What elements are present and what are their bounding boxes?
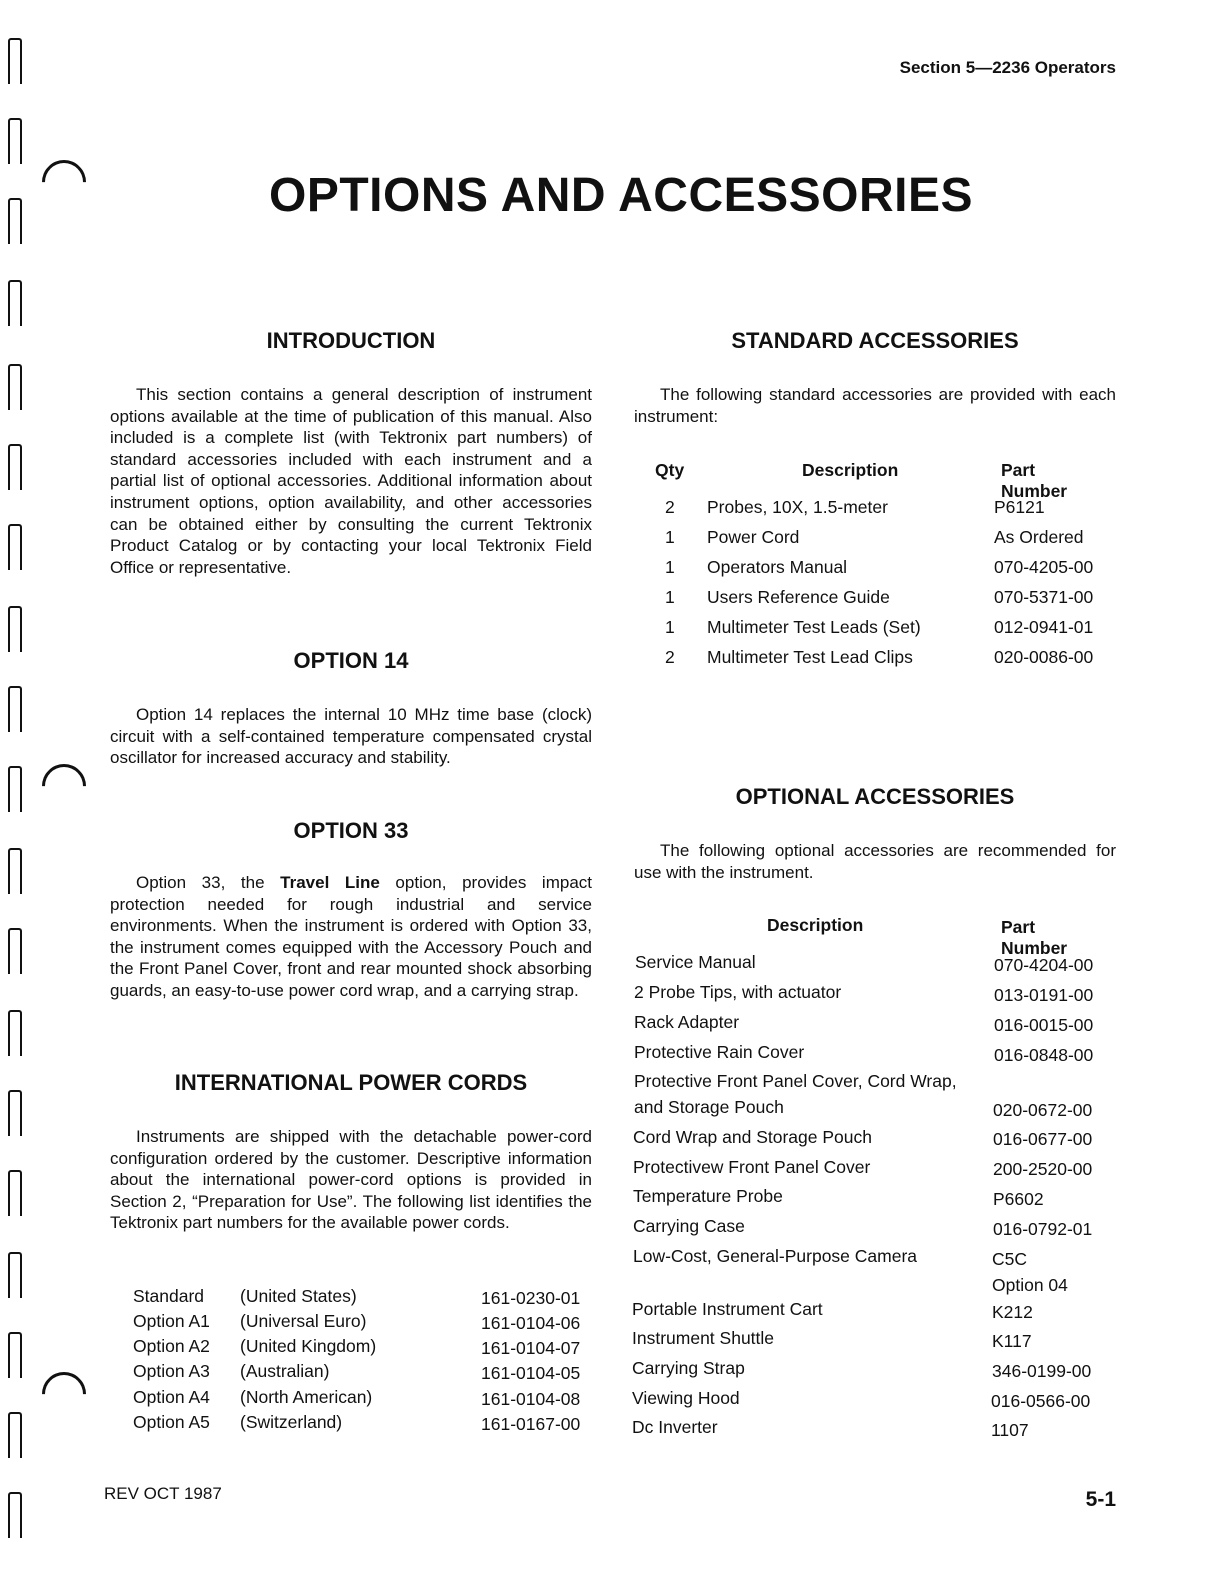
table-cell: (Universal Euro) [240, 1311, 367, 1331]
option14-paragraph [110, 704, 592, 769]
table-cell: 013-0191-00 [994, 985, 1094, 1005]
table-cell: Temperature Probe [633, 1186, 783, 1206]
introduction-text: This section contains a general description of instrument options available at the time of publication of this manual. Also included is a complete list (with Tektronix part numbers) of standard accessories included with each instrument and a partial list of optional accessories. Additional information about instrument options, option availability, and other accessories can be obtained either by consulting the current Tektronix Product Catalog or by contacting your local Tektronix Field Office or representative. [110, 385, 592, 577]
binder-hole [8, 1090, 22, 1136]
table-cell: 016-0015-00 [994, 1015, 1094, 1035]
table-cell: 1 [665, 527, 675, 547]
table-cell: Power Cord [707, 527, 800, 547]
page-title: OPTIONS AND ACCESSORIES [268, 169, 974, 222]
column-header-description: Description [802, 460, 899, 480]
binder-hole [8, 848, 22, 894]
standard-accessories-text: The following standard accessories are provided with each instrument: [634, 385, 1116, 426]
table-cell: 2 [665, 647, 675, 667]
optional-accessories-heading: OPTIONAL ACCESSORIES [735, 784, 1015, 809]
table-cell: Option A3 [133, 1361, 210, 1381]
table-cell: Option A2 [133, 1336, 210, 1356]
table-cell: (United Kingdom) [240, 1336, 377, 1356]
revision-date: REV OCT 1987 [104, 1484, 222, 1503]
binder-hole [8, 606, 22, 652]
binder-hole [8, 524, 22, 570]
table-cell: 1 [665, 557, 675, 577]
table-cell: 200-2520-00 [993, 1159, 1093, 1179]
table-cell: 1 [665, 617, 675, 637]
table-cell: 161-0230-01 [481, 1288, 581, 1308]
table-cell: K212 [992, 1302, 1033, 1322]
binder-ring [33, 755, 95, 817]
table-cell: Rack Adapter [634, 1012, 740, 1032]
table-cell: 070-5371-00 [994, 587, 1094, 607]
table-cell: Probes, 10X, 1.5-meter [707, 497, 888, 517]
table-cell: Multimeter Test Lead Clips [707, 647, 913, 667]
table-cell: 161-0104-08 [481, 1389, 581, 1409]
table-cell: 346-0199-00 [992, 1361, 1092, 1381]
table-cell: (United States) [240, 1286, 357, 1306]
table-cell: 070-4204-00 [994, 955, 1094, 975]
introduction-heading: INTRODUCTION [266, 328, 436, 353]
table-cell: 161-0167-00 [481, 1414, 581, 1434]
travel-line-term: Travel Line [280, 873, 380, 892]
table-cell: 016-0677-00 [993, 1129, 1093, 1149]
power-cords-paragraph [110, 1126, 592, 1234]
optional-accessories-text: The following optional accessories are recommended for use with the instrument. [634, 841, 1116, 882]
optional-accessories-paragraph [634, 840, 1116, 883]
option33-heading: OPTION 33 [293, 818, 409, 843]
table-cell: Cord Wrap and Storage Pouch [633, 1127, 872, 1147]
table-cell: Instrument Shuttle [632, 1328, 775, 1348]
binder-hole [8, 1010, 22, 1056]
table-cell: 020-0086-00 [994, 647, 1094, 667]
table-cell: Standard [133, 1286, 205, 1306]
binder-hole [8, 1252, 22, 1298]
table-cell: 016-0566-00 [991, 1391, 1091, 1411]
table-cell: C5C [992, 1249, 1028, 1269]
option33-text-pre: Option 33, the [136, 873, 281, 892]
table-cell: 2 Probe Tips, with actuator [634, 982, 842, 1002]
binder-hole [8, 444, 22, 490]
binder-hole [8, 686, 22, 732]
column-header-qty: Qty [655, 460, 685, 480]
table-cell: (North American) [240, 1387, 373, 1407]
table-cell: Users Reference Guide [707, 587, 890, 607]
column-header-part-number: Part Number [1001, 460, 1068, 501]
page-number: 5-1 [1085, 1488, 1116, 1511]
table-cell: 161-0104-06 [481, 1313, 581, 1333]
table-cell: Portable Instrument Cart [632, 1299, 823, 1319]
binder-hole [8, 118, 22, 164]
binder-hole [8, 928, 22, 974]
table-cell: P6121 [994, 497, 1045, 517]
table-cell: Dc Inverter [632, 1417, 718, 1437]
option33-paragraph [110, 872, 592, 1002]
table-cell: Protective Rain Cover [634, 1042, 805, 1062]
table-cell: Viewing Hood [632, 1388, 740, 1408]
table-cell: 070-4205-00 [994, 557, 1094, 577]
table-cell: Carrying Strap [632, 1358, 745, 1378]
option14-text: Option 14 replaces the internal 10 MHz time base (clock) circuit with a self-contained temperature compensated crystal oscillator for increased accuracy and stability. [110, 705, 592, 768]
running-head: Section 5—2236 Operators [899, 58, 1116, 77]
table-cell: Operators Manual [707, 557, 848, 577]
table-cell: and Storage Pouch [634, 1097, 784, 1117]
table-cell: 1 [665, 587, 675, 607]
binder-hole [8, 1332, 22, 1378]
table-cell: P6602 [993, 1189, 1044, 1209]
table-cell: (Switzerland) [240, 1412, 343, 1432]
binder-hole [8, 280, 22, 326]
table-cell: Option A5 [133, 1412, 210, 1432]
table-cell: As Ordered [994, 527, 1084, 547]
introduction-paragraph [110, 384, 592, 578]
power-cords-text: Instruments are shipped with the detachable power-cord configuration ordered by the customer. Descriptive information about the international power-cord options is provided in Section 2, “Preparation for Use”. The following list identifies the Tektronix part numbers for the available power cords. [110, 1127, 592, 1233]
table-cell: 1107 [991, 1420, 1029, 1440]
binder-ring [33, 1363, 95, 1425]
option14-heading: OPTION 14 [293, 648, 409, 673]
table-cell: Service Manual [635, 952, 756, 972]
binder-hole [8, 364, 22, 410]
table-cell: (Australian) [240, 1361, 330, 1381]
table-cell: K117 [992, 1331, 1032, 1351]
option33-text-post: option, provides impact protection needed for rough industrial and service environments. When the instrument is ordered with Option 33, the instrument comes equipped with the Accessory Pouch and the Front Panel Cover, front and rear mounted shock absorbing guards, an easy-to-use power cord wrap, and a carrying strap. [110, 873, 592, 1000]
binder-hole [8, 766, 22, 812]
standard-accessories-paragraph [634, 384, 1116, 427]
table-cell: 012-0941-01 [994, 617, 1094, 637]
table-cell: 161-0104-07 [481, 1338, 581, 1358]
table-cell: 016-0848-00 [994, 1045, 1094, 1065]
binder-hole [8, 1412, 22, 1458]
table-cell: Protective Front Panel Cover, Cord Wrap, [634, 1071, 957, 1091]
table-cell: Option A1 [133, 1311, 210, 1331]
table-cell: Multimeter Test Leads (Set) [707, 617, 921, 637]
table-cell: Carrying Case [633, 1216, 745, 1236]
table-cell: 2 [665, 497, 675, 517]
binder-hole [8, 38, 22, 84]
standard-accessories-heading: STANDARD ACCESSORIES [731, 328, 1019, 353]
binder-hole [8, 1170, 22, 1216]
table-cell: Protectivew Front Panel Cover [633, 1157, 871, 1177]
column-header-part-number: Part Number [1001, 917, 1068, 958]
power-cords-heading: INTERNATIONAL POWER CORDS [174, 1070, 528, 1095]
column-header-description: Description [767, 915, 864, 935]
table-cell: 161-0104-05 [481, 1363, 581, 1383]
table-cell: Option 04 [992, 1275, 1068, 1295]
table-cell: Option A4 [133, 1387, 210, 1407]
binder-hole [8, 1492, 22, 1538]
table-cell: 016-0792-01 [993, 1219, 1093, 1239]
table-cell: 020-0672-00 [993, 1100, 1093, 1120]
table-cell: Low-Cost, General-Purpose Camera [633, 1246, 918, 1266]
